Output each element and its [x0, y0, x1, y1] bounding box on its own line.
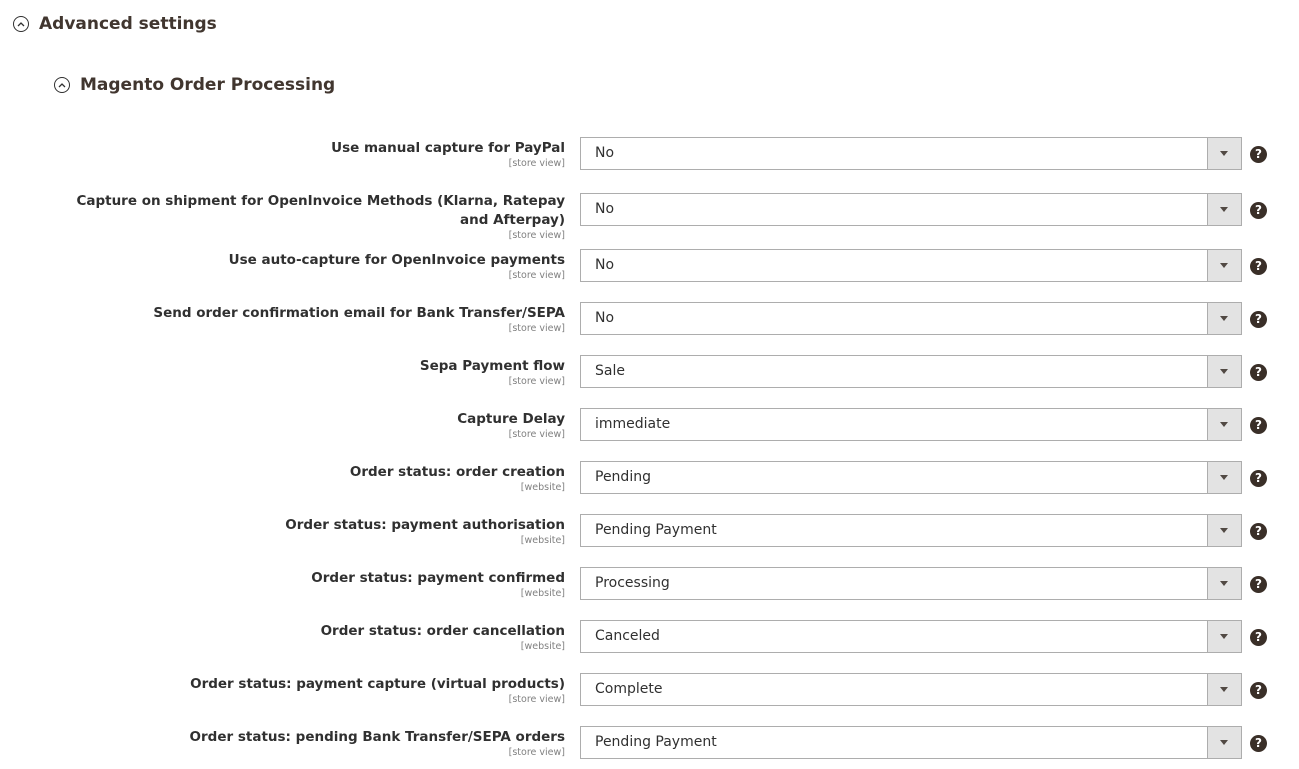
field-label-text: Use auto-capture for OpenInvoice payments — [228, 252, 565, 268]
select-value: No — [595, 201, 615, 217]
collapse-icon — [54, 77, 70, 93]
field-label — [65, 516, 565, 546]
field-label — [65, 622, 565, 652]
advanced-settings-toggle[interactable] — [13, 14, 217, 34]
collapse-icon — [13, 16, 29, 32]
field-label — [65, 251, 565, 281]
help-icon[interactable]: ? — [1250, 470, 1267, 487]
field-scope: [website] — [520, 588, 565, 599]
select-value: Pending Payment — [595, 734, 717, 750]
select-value: Sale — [595, 363, 625, 379]
help-icon[interactable]: ? — [1250, 202, 1267, 219]
field-select[interactable] — [580, 461, 1242, 494]
field-select[interactable] — [580, 355, 1242, 388]
field-label — [65, 139, 565, 169]
select-value: No — [595, 257, 615, 273]
field-select[interactable] — [580, 620, 1242, 653]
field-label — [65, 410, 565, 440]
field-label-text: Sepa Payment flow — [419, 358, 565, 374]
chevron-down-icon[interactable] — [1207, 674, 1241, 705]
field-scope: [store view] — [508, 747, 565, 758]
section-title: Advanced settings — [39, 14, 217, 34]
select-value: Pending Payment — [595, 522, 717, 538]
help-icon[interactable]: ? — [1250, 364, 1267, 381]
field-label-text: Order status: order cancellation — [320, 623, 565, 639]
field-label-text: Order status: payment capture (virtual products) — [190, 676, 565, 692]
help-icon[interactable]: ? — [1250, 735, 1267, 752]
field-select[interactable] — [580, 408, 1242, 441]
field-label-text: Order status: payment authorisation — [285, 517, 565, 533]
chevron-down-icon[interactable] — [1207, 250, 1241, 281]
field-scope: [store view] — [508, 694, 565, 705]
help-icon[interactable]: ? — [1250, 311, 1267, 328]
field-label-text: Order status: payment confirmed — [311, 570, 565, 586]
field-scope: [store view] — [508, 158, 565, 169]
chevron-down-icon[interactable] — [1207, 303, 1241, 334]
field-select[interactable] — [580, 193, 1242, 226]
help-icon[interactable]: ? — [1250, 576, 1267, 593]
select-value: Canceled — [595, 628, 660, 644]
field-scope: [store view] — [508, 230, 565, 241]
field-label — [65, 569, 565, 599]
field-scope: [store view] — [508, 429, 565, 440]
field-label-text: Order status: pending Bank Transfer/SEPA orders — [189, 729, 565, 745]
field-label-text: Capture Delay — [457, 411, 565, 427]
chevron-down-icon[interactable] — [1207, 409, 1241, 440]
field-label — [65, 357, 565, 387]
help-icon[interactable]: ? — [1250, 258, 1267, 275]
help-icon[interactable]: ? — [1250, 146, 1267, 163]
help-icon[interactable]: ? — [1250, 629, 1267, 646]
chevron-down-icon[interactable] — [1207, 515, 1241, 546]
chevron-down-icon[interactable] — [1207, 138, 1241, 169]
field-label — [65, 675, 565, 705]
chevron-down-icon[interactable] — [1207, 621, 1241, 652]
select-value: Complete — [595, 681, 663, 697]
field-label — [65, 192, 565, 241]
field-select[interactable] — [580, 726, 1242, 759]
select-value: Processing — [595, 575, 670, 591]
help-icon[interactable]: ? — [1250, 417, 1267, 434]
field-select[interactable] — [580, 673, 1242, 706]
chevron-down-icon[interactable] — [1207, 568, 1241, 599]
select-value: immediate — [595, 416, 671, 432]
chevron-down-icon[interactable] — [1207, 462, 1241, 493]
field-scope: [website] — [520, 641, 565, 652]
field-label-text: Use manual capture for PayPal — [331, 140, 565, 156]
chevron-down-icon[interactable] — [1207, 727, 1241, 758]
field-label-text: Capture on shipment for OpenInvoice Methods (Klarna, Ratepay and Afterpay) — [76, 193, 565, 228]
chevron-down-icon[interactable] — [1207, 194, 1241, 225]
field-select[interactable] — [580, 514, 1242, 547]
field-select[interactable] — [580, 567, 1242, 600]
field-label — [65, 728, 565, 758]
field-select[interactable] — [580, 137, 1242, 170]
field-select[interactable] — [580, 249, 1242, 282]
order-processing-toggle[interactable] — [54, 75, 335, 95]
chevron-down-icon[interactable] — [1207, 356, 1241, 387]
field-scope: [website] — [520, 482, 565, 493]
select-value: No — [595, 145, 615, 161]
select-value: No — [595, 310, 615, 326]
section-title: Magento Order Processing — [80, 75, 336, 95]
field-scope: [store view] — [508, 376, 565, 387]
field-label — [65, 463, 565, 493]
help-icon[interactable]: ? — [1250, 523, 1267, 540]
field-scope: [store view] — [508, 323, 565, 334]
field-label — [65, 304, 565, 334]
select-value: Pending — [595, 469, 651, 485]
field-label-text: Order status: order creation — [349, 464, 565, 480]
field-select[interactable] — [580, 302, 1242, 335]
field-scope: [store view] — [508, 270, 565, 281]
help-icon[interactable]: ? — [1250, 682, 1267, 699]
field-label-text: Send order confirmation email for Bank Transfer/SEPA — [153, 305, 565, 321]
field-scope: [website] — [520, 535, 565, 546]
